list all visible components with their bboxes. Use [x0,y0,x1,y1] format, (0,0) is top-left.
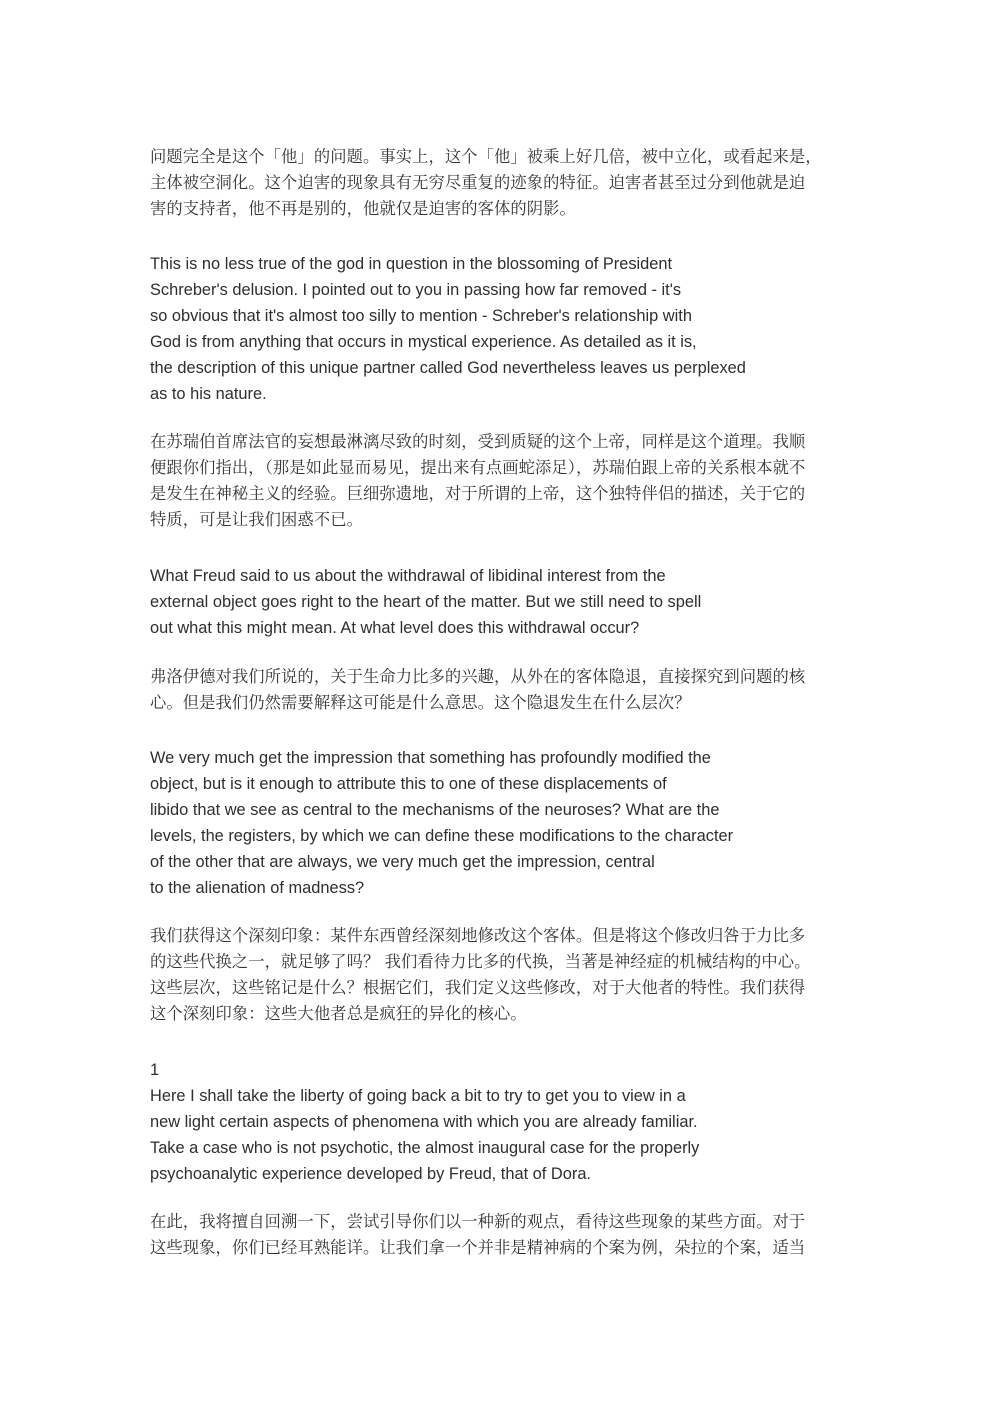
text-line: 害的支持者，他不再是别的，他就仅是迫害的客体的阴影。 [150,199,576,218]
text-line: 的这些代换之一，就足够了吗？ 我们看待力比多的代换，当著是神经症的机械结构的中心。 [150,952,811,971]
text-line: the description of this unique partner called God nevertheless leaves us perplexed [150,359,746,377]
paragraph-zh-4 [150,923,850,1027]
section-number: 1 [150,1061,160,1079]
text-line: 弗洛伊德对我们所说的，关于生命力比多的兴趣，从外在的客体隐退，直接探究到问题的核 [150,667,806,686]
text-line: external object goes right to the heart of the matter. But we still need to spell [150,593,702,611]
paragraph-zh-5 [150,1209,850,1261]
text-line: to the alienation of madness? [150,879,365,897]
text-line: 问题完全是这个「他」的问题。事实上，这个「他」被乘上好几倍，被中立化，或看起来是， [150,147,822,166]
text-line: 我们获得这个深刻印象：某件东西曾经深刻地修改这个客体。但是将这个修改归咎于力比多 [150,926,806,945]
paragraph-en-1 [150,251,830,407]
paragraph-en-4 [150,1057,830,1187]
text-line: of the other that are always, we very much get the impression, central [150,853,655,871]
text-line: We very much get the impression that something has profoundly modified the [150,749,711,767]
text-line: 心。但是我们仍然需要解释这可能是什么意思。这个隐退发生在什么层次？ [150,693,691,712]
paragraph-en-2 [150,563,830,641]
text-line: What Freud said to us about the withdrawal of libidinal interest from the [150,567,666,585]
paragraph-zh-3 [150,664,850,716]
text-line: Schreber's delusion. I pointed out to you in passing how far removed - it's [150,281,682,299]
paragraph-zh-1 [150,144,850,222]
text-line: libido that we see as central to the mechanisms of the neuroses? What are the [150,801,720,819]
text-line: psychoanalytic experience developed by Freud, that of Dora. [150,1165,591,1183]
text-line: 主体被空洞化。这个迫害的现象具有无穷尽重复的迹象的特征。迫害者甚至过分到他就是迫 [150,173,806,192]
text-line: levels, the registers, by which we can define these modifications to the character [150,827,734,845]
text-line: Take a case who is not psychotic, the almost inaugural case for the properly [150,1139,700,1157]
text-line: 这些层次，这些铭记是什么？根据它们，我们定义这些修改，对于大他者的特性。我们获得 [150,978,806,997]
text-line: 在此，我将擅自回溯一下，尝试引导你们以一种新的观点，看待这些现象的某些方面。对于 [150,1212,806,1231]
text-line: 这个深刻印象：这些大他者总是疯狂的异化的核心。 [150,1004,527,1023]
text-line: new light certain aspects of phenomena with which you are already familiar. [150,1113,698,1131]
text-line: 特质，可是让我们困惑不已。 [150,510,363,529]
text-line: 在苏瑞伯首席法官的妄想最淋漓尽致的时刻，受到质疑的这个上帝，同样是这个道理。我顺 [150,432,806,451]
text-line: 便跟你们指出，（那是如此显而易见，提出来有点画蛇添足），苏瑞伯跟上帝的关系根本就不 [150,458,806,477]
text-line: as to his nature. [150,385,267,403]
text-line: out what this might mean. At what level does this withdrawal occur? [150,619,640,637]
text-line: 是发生在神秘主义的经验。巨细弥遗地，对于所谓的上帝，这个独特伴侣的描述，关于它的 [150,484,806,503]
text-line: Here I shall take the liberty of going back a bit to try to get you to view in a [150,1087,686,1105]
paragraph-en-3 [150,745,830,901]
text-line: This is no less true of the god in question in the blossoming of President [150,255,673,273]
text-line: 这些现象，你们已经耳熟能详。让我们拿一个并非是精神病的个案为例，朵拉的个案，适当 [150,1238,806,1257]
paragraph-zh-2 [150,429,850,533]
text-line: God is from anything that occurs in mystical experience. As detailed as it is, [150,333,697,351]
text-line: so obvious that it's almost too silly to mention - Schreber's relationship with [150,307,692,325]
text-line: object, but is it enough to attribute this to one of these displacements of [150,775,667,793]
